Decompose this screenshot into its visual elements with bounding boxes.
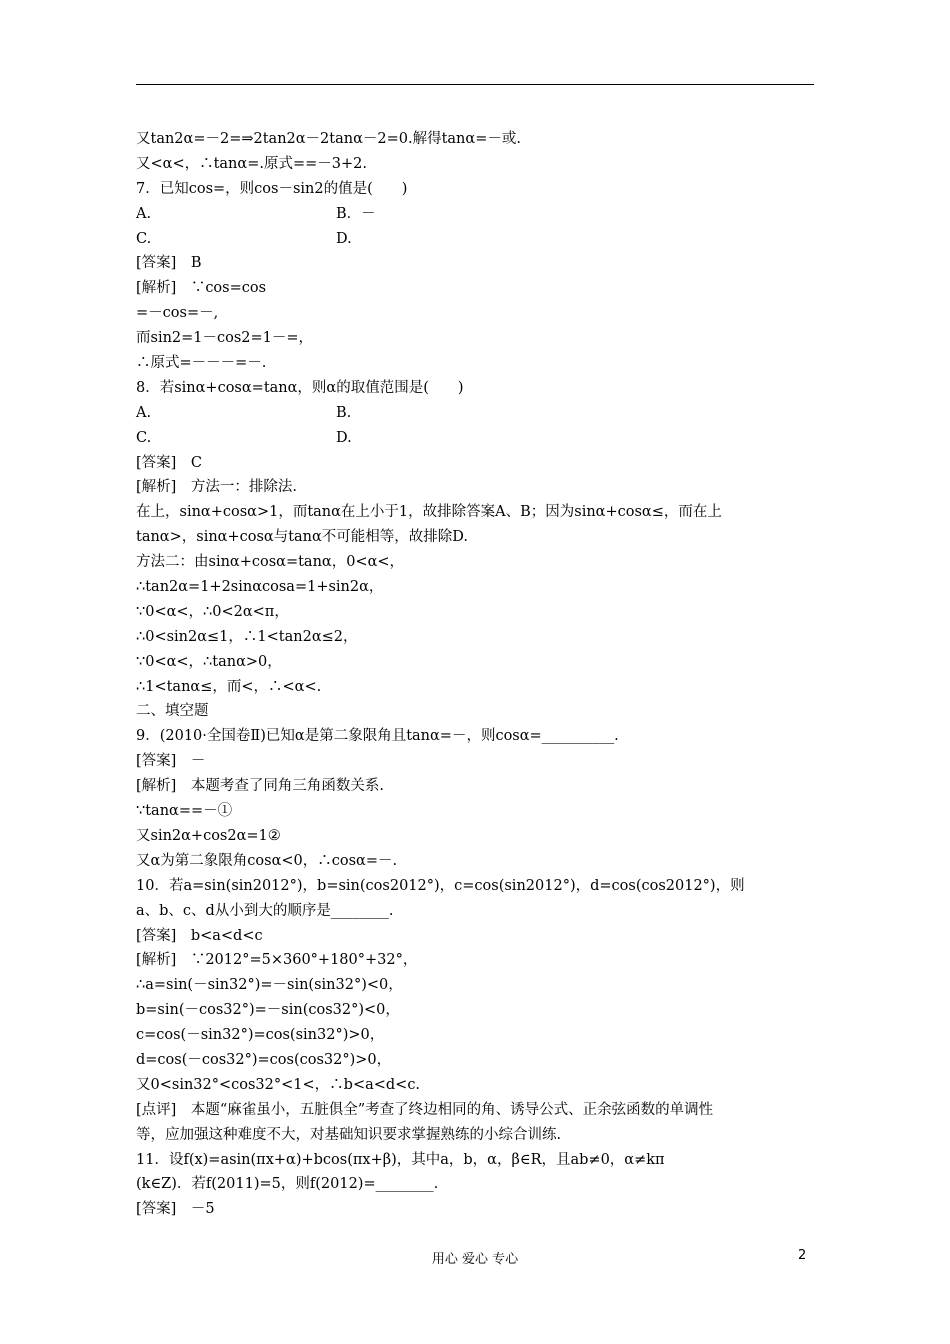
text-line: 又α为第二象限角cosα<0，∴cosα=－. (136, 852, 398, 869)
text-line: 而sin2=1－cos2=1－=， (136, 330, 314, 347)
text-line: ∴a=sin(－sin32°)=－sin(sin32°)<0， (136, 977, 403, 994)
text-line: 在上，sinα+cosα>1，而tanα在上小于1，故排除答案A、B；因为sinα+cosα≤，而在上 (136, 504, 722, 521)
text-line: tanα>，sinα+cosα与tanα不可能相等，故排除D. (136, 529, 469, 546)
text-line: a、b、c、d从小到大的顺序是________. (136, 902, 394, 919)
option-text: A. (136, 404, 152, 421)
text-line: 11．设f(x)=asin(πx+α)+bcos(πx+β)，其中a，b，α，β∈R，且ab≠0，α≠kπ (136, 1151, 665, 1168)
text-line: 8．若sinα+cosα=tanα，则α的取值范围是( ) (136, 379, 464, 396)
text-line: 又sin2α+cos2α=1② (136, 827, 281, 844)
text-line: [答案] B (136, 255, 202, 272)
option-text: D. (336, 429, 352, 446)
option-text: A. (136, 205, 152, 222)
text-line: b=sin(－cos32°)=－sin(cos32°)<0， (136, 1002, 400, 1019)
text-line: ∵0<α<，∴0<2α<π， (136, 603, 289, 620)
text-line: 二、填空题 (136, 703, 209, 720)
text-line: [解析] ∵2012°=5×360°+180°+32°， (136, 952, 418, 969)
text-line: 等，应加强这种难度不大，对基础知识要求掌握熟练的小综合训练. (136, 1126, 562, 1143)
text-line: [解析] 方法一：排除法. (136, 479, 297, 496)
text-line: [点评] 本题“麻雀虽小，五脏俱全”考查了终边相同的角、诱导公式、正余弦函数的单调性 (136, 1101, 714, 1118)
text-line: d=cos(－cos32°)=cos(cos32°)>0， (136, 1051, 392, 1068)
text-line: =－cos=－, (136, 305, 219, 322)
text-line: [解析] ∵cos=cos (136, 280, 267, 297)
text-line: [解析] 本题考查了同角三角函数关系. (136, 778, 384, 795)
option-row (136, 401, 816, 426)
header-rule (136, 84, 814, 85)
text-line: ∴1<tanα≤，而<，∴<α<. (136, 678, 322, 695)
option-text: C. (136, 429, 152, 446)
text-line: 又tan2α=－2=⇒2tan2α－2tanα－2=0.解得tanα=－或. (136, 131, 521, 147)
option-text: B．－ (336, 205, 376, 222)
text-line: 7．已知cos=，则cos－sin2的值是( ) (136, 180, 408, 197)
text-line: 10．若a=sin(sin2012°)，b=sin(cos2012°)，c=cos(sin2012°)，d=cos(cos2012°)，则 (136, 877, 745, 894)
text-line: ∴0<sin2α≤1，∴1<tan2α≤2， (136, 628, 358, 645)
option-row (136, 227, 816, 252)
option-row (136, 202, 816, 227)
text-line: 又<α<，∴tanα=.原式==－3+2. (136, 155, 367, 172)
page-number: 2 (798, 1248, 807, 1263)
footer-slogan: 用心 爱心 专心 (431, 1252, 519, 1267)
text-line: ∴原式=－－－=－. (136, 355, 267, 372)
document-body (136, 127, 816, 1222)
text-line: (k∈Z)．若f(2011)=5，则f(2012)=________. (136, 1176, 439, 1193)
text-line: [答案] b<a<d<c (136, 927, 263, 944)
text-line: ∵tanα==－① (136, 803, 233, 820)
option-text: B. (336, 404, 352, 421)
option-text: C. (136, 230, 152, 247)
text-line: c=cos(－sin32°)=cos(sin32°)>0， (136, 1027, 385, 1044)
text-line: 9．(2010·全国卷Ⅱ)已知α是第二象限角且tanα=－，则cosα=__________. (136, 728, 619, 745)
text-line: [答案] － (136, 753, 206, 770)
text-line: 方法二：由sinα+cosα=tanα，0<α<， (136, 554, 405, 571)
text-line: 又0<sin32°<cos32°<1<，∴b<a<d<c. (136, 1076, 421, 1093)
text-line: ∴tan2α=1+2sinαcosa=1+sin2α， (136, 579, 384, 596)
option-text: D. (336, 230, 352, 247)
text-line: [答案] C (136, 454, 202, 471)
text-line: [答案] －5 (136, 1201, 215, 1218)
option-row (136, 426, 816, 451)
text-line: ∵0<α<，∴tanα>0， (136, 653, 282, 670)
